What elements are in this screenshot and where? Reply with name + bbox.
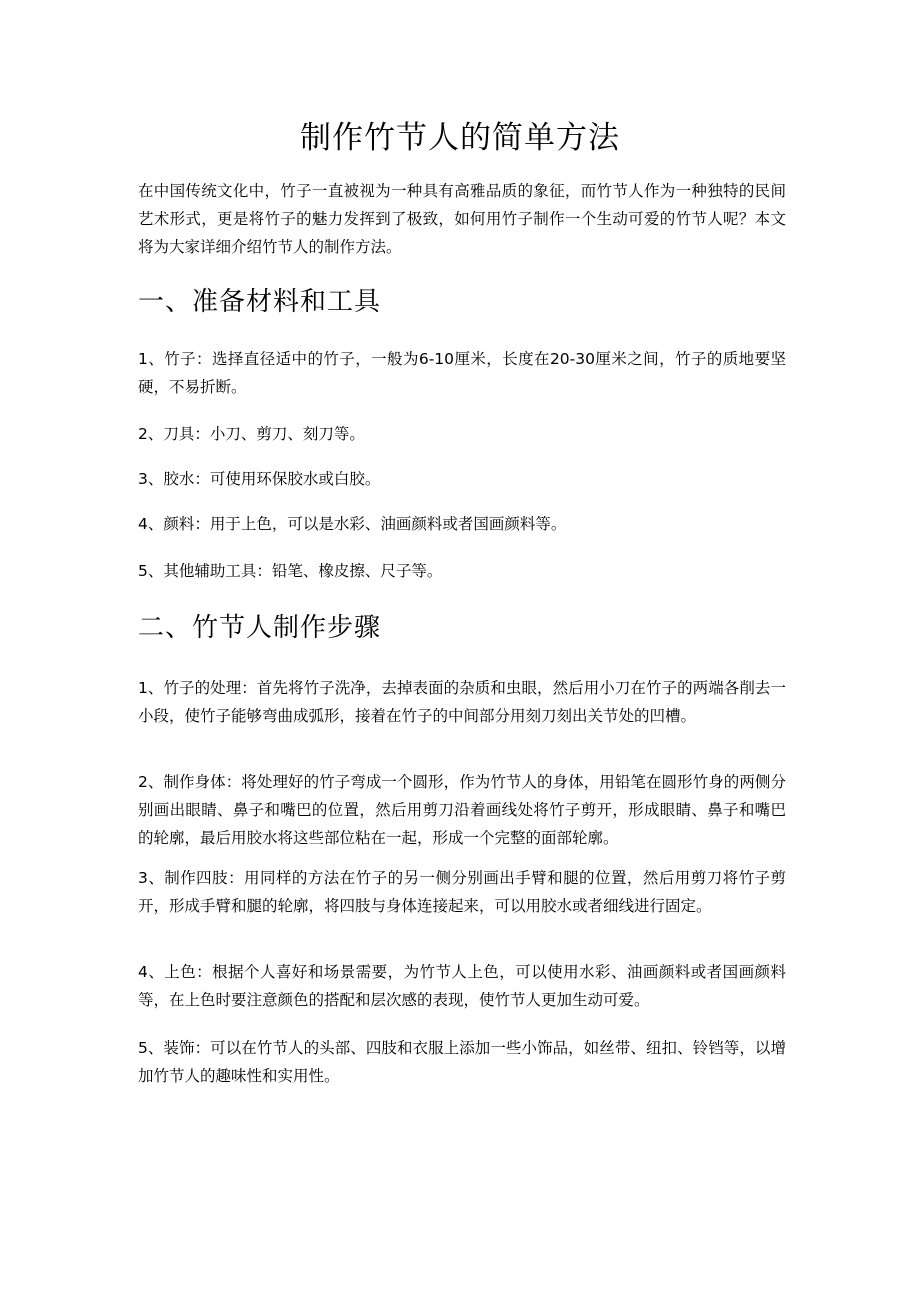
steps-item-4: 4、上色：根据个人喜好和场景需要，为竹节人上色，可以使用水彩、油画颜料或者国画颜料等，在上色时要注意颜色的搭配和层次感的表现，使竹节人更加生动可爱。 (138, 963, 786, 1009)
document-title: 制作竹节人的简单方法 (300, 120, 620, 156)
section-1-heading: 一、准备材料和工具 (138, 287, 382, 317)
materials-item-2: 2、刀具：小刀、剪刀、刻刀等。 (138, 425, 365, 443)
section-2-heading: 二、竹节人制作步骤 (138, 613, 382, 643)
materials-item-1: 1、竹子：选择直径适中的竹子，一般为6-10厘米，长度在20-30厘米之间，竹子的质地要坚硬，不易折断。 (138, 350, 786, 396)
steps-item-1: 1、竹子的处理：首先将竹子洗净，去掉表面的杂质和虫眼，然后用小刀在竹子的两端各削去一小段，使竹子能够弯曲成弧形，接着在竹子的中间部分用刻刀刻出关节处的凹槽。 (138, 679, 786, 725)
materials-item-5: 5、其他辅助工具：铅笔、橡皮擦、尺子等。 (138, 562, 443, 580)
materials-item-3: 3、胶水：可使用环保胶水或白胶。 (138, 470, 381, 488)
steps-item-3: 3、制作四肢：用同样的方法在竹子的另一侧分别画出手臂和腿的位置，然后用剪刀将竹子剪开，形成手臂和腿的轮廓，将四肢与身体连接起来，可以用胶水或者细线进行固定。 (138, 869, 786, 915)
steps-item-2: 2、制作身体：将处理好的竹子弯成一个圆形，作为竹节人的身体，用铅笔在圆形竹身的两侧分别画出眼睛、鼻子和嘴巴的位置，然后用剪刀沿着画线处将竹子剪开，形成眼睛、鼻子和嘴巴的轮廓，最后用胶水将这些部位粘在一起，形成一个完整的面部轮廓。 (138, 773, 786, 847)
materials-item-4: 4、颜料：用于上色，可以是水彩、油画颜料或者国画颜料等。 (138, 515, 567, 533)
steps-item-5: 5、装饰：可以在竹节人的头部、四肢和衣服上添加一些小饰品，如丝带、纽扣、铃铛等，以增加竹节人的趣味性和实用性。 (138, 1039, 786, 1085)
intro-paragraph: 在中国传统文化中，竹子一直被视为一种具有高雅品质的象征，而竹节人作为一种独特的民间艺术形式，更是将竹子的魅力发挥到了极致，如何用竹子制作一个生动可爱的竹节人呢？本文将为大家详细介绍竹节人的制作方法。 (138, 182, 786, 256)
